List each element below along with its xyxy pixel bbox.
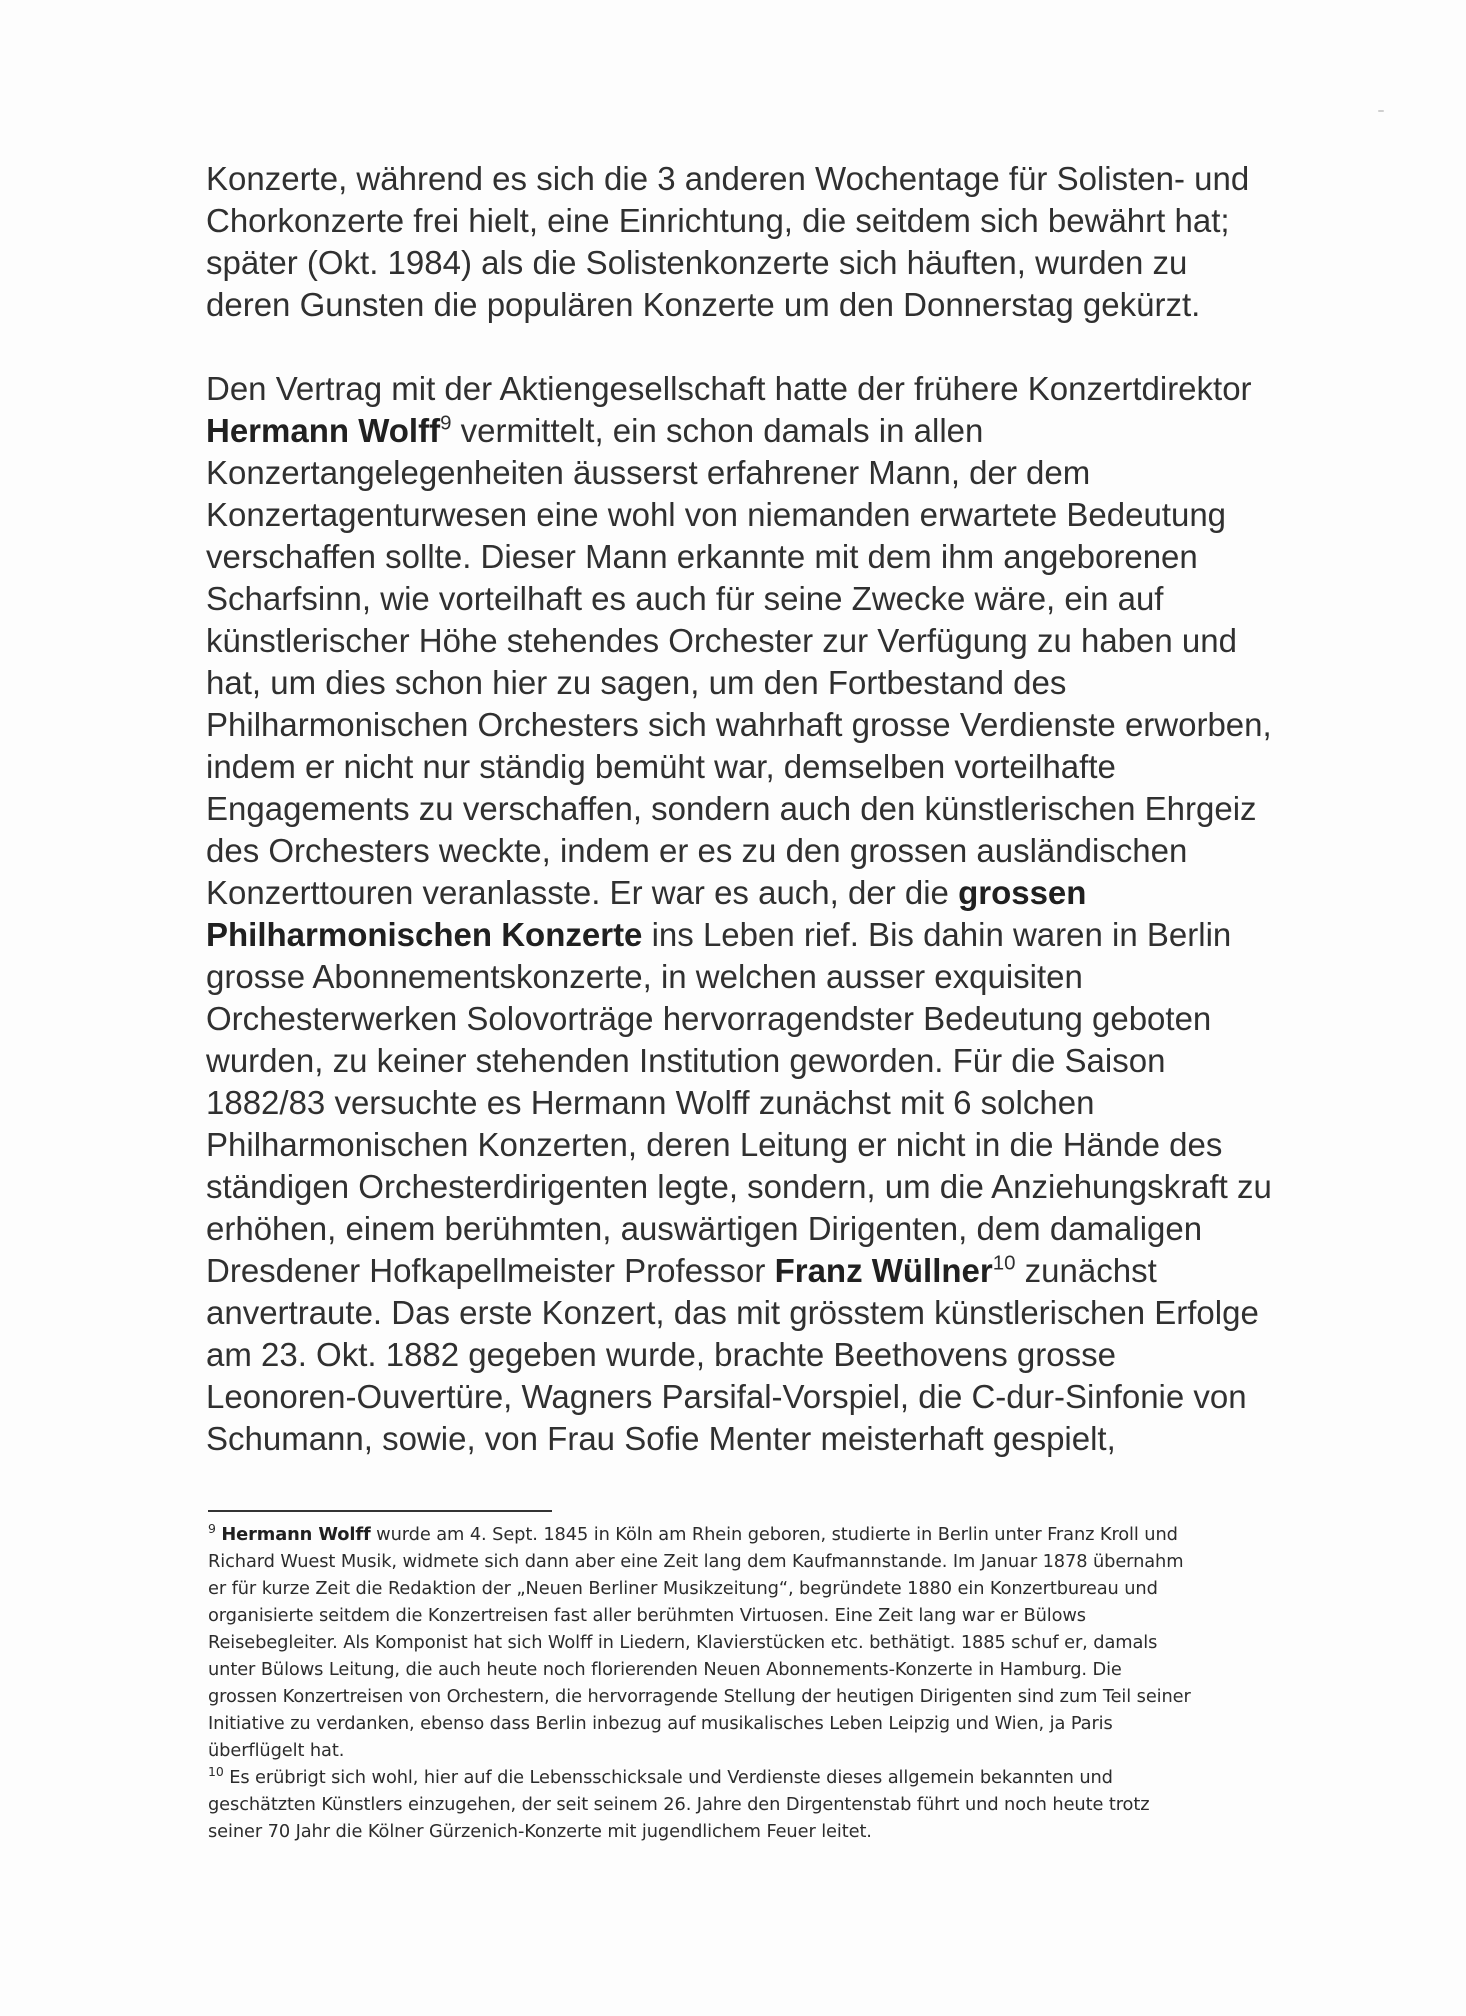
footnote-10-marker: 10 bbox=[208, 1764, 224, 1780]
bold-name-hermann-wolff: Hermann Wolff bbox=[206, 412, 441, 449]
paragraph-1: Konzerte, während es sich die 3 anderen Wochentage für Solisten- und Chorkonzerte frei hielt, eine Einrichtung, die seitdem sich bewährt hat; später (Okt. 1984) als die Solistenkonzerte sich häuften, wurden zu deren Gunsten die populären Konzerte um den Donnerstag gekürzt. bbox=[206, 160, 1250, 323]
paragraph-2-intro: Den Vertrag mit der Aktiengesellschaft hatte der frühere Konzertdirektor bbox=[206, 370, 1252, 407]
main-body-text bbox=[206, 158, 1306, 1460]
footnote-ref-10: 10 bbox=[992, 1251, 1016, 1275]
paragraph-2 bbox=[206, 368, 1306, 1460]
bold-name-franz-wuellner: Franz Wüllner bbox=[774, 1252, 993, 1289]
footnote-9-marker: 9 bbox=[208, 1521, 216, 1537]
footnote-9-text: wurde am 4. Sept. 1845 in Köln am Rhein geboren, studierte in Berlin unter Franz Kroll und Richard Wuest Musik, widmete sich dann aber eine Zeit lang dem Kaufmannstande. Im Januar 1878 übernahm er für kurze Zeit die Redaktion der „Neuen Berliner Musikzeitung“, begründete 1880 ein Konzertbureau und organisierte seitdem die Konzertreisen fast aller berühmten Virtuosen. Eine Zeit lang war er Bülows Reisebegleiter. Als Komponist hat sich Wolff in Liedern, Klavierstücken etc. bethätigt. 1885 schuf er, damals unter Bülows Leitung, die auch heute noch florierenden Neuen Abonnements-Konzerte in Hamburg. Die grossen Konzertreisen von Orchestern, die hervorragende Stellung der heutigen Dirigenten sind zum Teil seiner Initiative zu verdanken, ebenso dass Berlin inbezug auf musikalisches Leben Leipzig und Wien, ja Paris überflügelt hat. bbox=[208, 1524, 1191, 1761]
footnote-9-name: Hermann Wolff bbox=[221, 1524, 371, 1545]
footnotes bbox=[208, 1521, 1278, 1845]
footnote-10 bbox=[208, 1764, 1278, 1845]
bold-grossen-philharmonischen-konzerte: grossen Philharmonischen Konzerte bbox=[206, 874, 1087, 953]
paragraph-2-outro: zunächst anvertraute. Das erste Konzert, das mit grösstem künstlerischen Erfolge am 23. Okt. 1882 gegeben wurde, brachte Beethovens grosse Leonoren-Ouvertüre, Wagners Parsifal-Vorspiel, die C-dur-Sinfonie von Schumann, sowie, von Frau Sofie Menter meisterhaft gespielt, bbox=[206, 1252, 1259, 1457]
footnote-ref-9: 9 bbox=[440, 411, 452, 435]
footnote-9 bbox=[208, 1521, 1278, 1764]
paragraph-2-middle-1: vermittelt, ein schon damals in allen Konzertangelegenheiten äusserst erfahrener Mann, der dem Konzertagenturwesen eine wohl von niemanden erwartete Bedeutung verschaffen sollte. Dieser Mann erkannte mit dem ihm angeborenen Scharfsinn, wie vorteilhaft es auch für seine Zwecke wäre, ein auf künstlerischer Höhe stehendes Orchester zur Verfügung zu haben und hat, um dies schon hier zu sagen, um den Fortbestand des Philharmonischen Orchesters sich wahrhaft grosse Verdienste erworben, indem er nicht nur ständig bemüht war, demselben vorteilhafte Engagements zu verschaffen, sondern auch den künstlerischen Ehrgeiz des Orchesters weckte, indem er es zu den grossen ausländischen Konzerttouren veranlasste. Er war es auch, der die bbox=[206, 412, 1272, 911]
footnote-separator bbox=[208, 1510, 552, 1512]
scan-speck bbox=[1378, 110, 1384, 112]
footnote-10-text: Es erübrigt sich wohl, hier auf die Lebensschicksale und Verdienste dieses allgemein bekannten und geschätzten Künstlers einzugehen, der seit seinem 26. Jahre den Dirgentenstab führt und noch heute trotz seiner 70 Jahr die Kölner Gürzenich-Konzerte mit jugendlichem Feuer leitet. bbox=[208, 1767, 1150, 1842]
paragraph-2-middle-2: ins Leben rief. Bis dahin waren in Berlin grosse Abonnementskonzerte, in welchen ausser exquisiten Orchesterwerken Solovorträge hervorragendster Bedeutung geboten wurden, zu keiner stehenden Institution geworden. Für die Saison 1882/83 versuchte es Hermann Wolff zunächst mit 6 solchen Philharmonischen Konzerten, deren Leitung er nicht in die Hände des ständigen Orchesterdirigenten legte, sondern, um die Anziehungskraft zu erhöhen, einem berühmten, auswärtigen Dirigenten, dem damaligen Dresdener Hofkapellmeister Professor bbox=[206, 916, 1272, 1289]
